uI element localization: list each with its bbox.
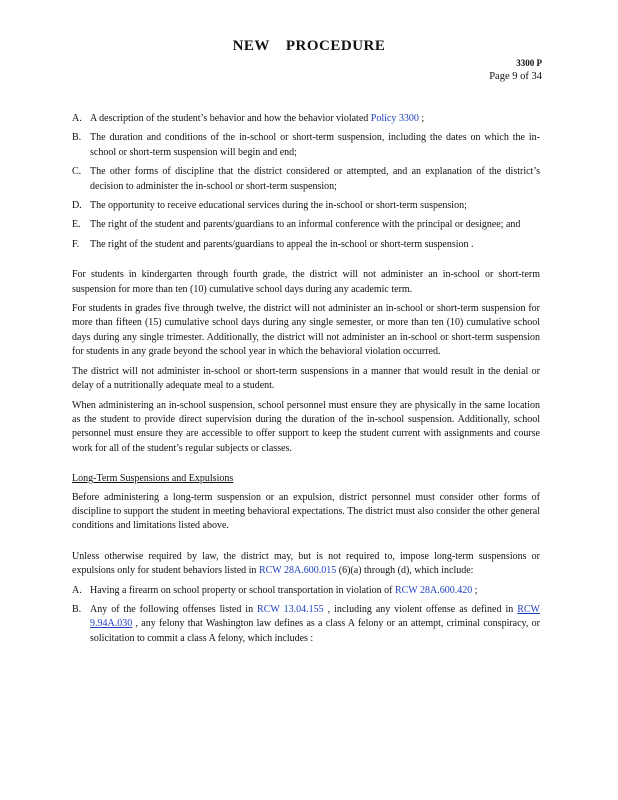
- list-item-text: Any of the following offenses listed in: [90, 603, 258, 615]
- policy-link[interactable]: Policy 3300: [370, 113, 419, 124]
- spacer: [72, 461, 540, 472]
- section-paragraph: [72, 550, 540, 579]
- paragraph-5-12-limit: For students in grades five through twelve, the district will not administer an in-school or short-term suspension for more than fifteen (15) cumulative school days during any single semester, or more than ten (10) cumulative school days during any single trimester. Additionally, the district will not administer an in-school or short-term suspension for students in any grade beyond the school year in which the behavioral violation occurred.: [72, 303, 540, 358]
- rcw-link[interactable]: RCW 13.04.155: [257, 603, 324, 615]
- list-marker: B.: [72, 603, 82, 615]
- list-item: [72, 112, 540, 126]
- list-item: [72, 603, 540, 646]
- list-item-text: , including any violent offense as defined in: [323, 603, 518, 615]
- list-item: [72, 218, 540, 232]
- list-item: [72, 165, 540, 194]
- rcw-link[interactable]: RCW 28A.600.420: [394, 584, 473, 596]
- paragraph-meal-rule: The district will not administer in-school or short-term suspensions in a manner that would result in the denial or delay of a nutritionally adequate meal to a student.: [72, 365, 540, 392]
- notice-requirements-list: [72, 112, 540, 252]
- list-item: [72, 584, 540, 598]
- spacer: [72, 257, 540, 268]
- list-marker: A.: [72, 584, 82, 596]
- paragraph-text-end: (6)(a) through (d), which include:: [336, 565, 474, 577]
- list-item-text: The opportunity to receive educational services during the in-school or short-term suspension;: [90, 200, 467, 212]
- list-marker: F.: [72, 238, 80, 250]
- list-item-tail: ;: [472, 584, 478, 596]
- list-item-text: A description of the student’s behavior and how the behavior violated: [90, 113, 371, 124]
- section-intro: Before administering a long-term suspension or an expulsion, district personnel must consider other forms of discipline to support the student in meeting behavioral expectations. The district must also consider the other general conditions and limitations listed above.: [72, 491, 540, 532]
- list-marker: B.: [72, 132, 82, 144]
- section-heading: Long-Term Suspensions and Expulsions: [72, 473, 234, 485]
- list-marker: A.: [72, 113, 82, 124]
- paragraph-supervision: When administering an in-school suspension, school personnel must ensure they are physically in the same location as the student to provide direct supervision during the duration of the in-school suspension. Additionally, school personnel must ensure they are accessible to offer support to keep the student current with assignments and course work for all of the student’s regular subjects or classes.: [72, 399, 540, 454]
- list-item: [72, 238, 540, 252]
- page-number: Page 9 of 34: [489, 71, 542, 82]
- list-item-tail: , any felony that Washington law defines as a class A felony or an attempt, criminal conspiracy, or solicitation to commit a class A felony, which includes :: [90, 618, 540, 644]
- page-title: NEW PROCEDURE: [232, 38, 386, 54]
- spacer: [72, 539, 540, 550]
- list-marker: E.: [72, 219, 81, 231]
- list-marker: C.: [72, 166, 82, 178]
- list-item: [72, 131, 540, 160]
- rcw-link[interactable]: RCW 28A.600.015: [258, 565, 337, 577]
- list-item-text: The right of the student and parents/guardians to an informal conference with the principal or designee; and: [90, 219, 521, 231]
- paragraph-text: Unless otherwise required by law, the district may, but is not required to, impose long-term suspensions or expulsions only for student behaviors listed in: [72, 550, 540, 577]
- list-item-text: The duration and conditions of the in-school or short-term suspension, including the dates on which the in-school or short-term suspension will begin and end;: [90, 132, 540, 158]
- offense-list: [72, 584, 540, 647]
- list-marker: D.: [72, 200, 82, 212]
- list-item-text: Having a firearm on school property or school transportation in violation of: [90, 584, 395, 596]
- list-item-tail: ;: [418, 113, 425, 124]
- rcw-link[interactable]: RCW 9.94A.030: [90, 603, 540, 630]
- paragraph-k4-limit: For students in kindergarten through fourth grade, the district will not administer an in-school or short-term suspension for more than ten (10) cumulative school days during any academic term.: [72, 269, 540, 295]
- list-item-text: The other forms of discipline that the district considered or attempted, and an explanation of the district’s decision to administer the in-school or short-term suspension;: [90, 166, 540, 192]
- list-item-text: The right of the student and parents/guardians to appeal the in-school or short-term suspension .: [90, 238, 474, 250]
- document-body: [72, 112, 540, 651]
- document-number: 3300 P: [516, 58, 542, 68]
- list-item: [72, 199, 540, 213]
